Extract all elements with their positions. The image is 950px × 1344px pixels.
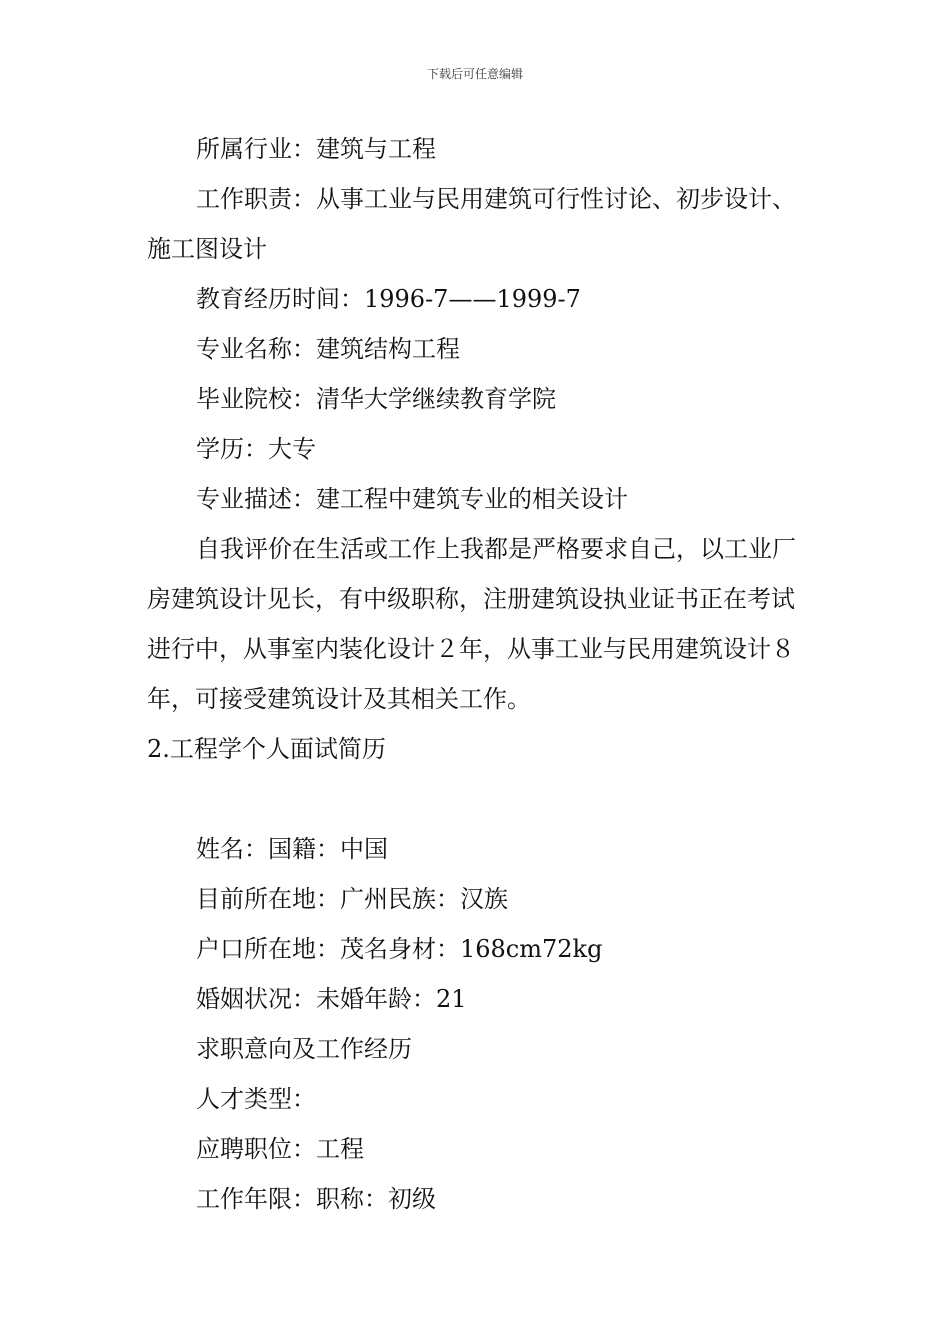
resume-item-talent-type: 人才类型：	[196, 1085, 316, 1113]
section-heading: 2.工程学个人面试简历	[147, 735, 386, 763]
job-duties-paragraph: 工作职责：从事工业与民用建筑可行性讨论、初步设计、施工图设计	[147, 185, 796, 263]
industry-line: 所属行业：建筑与工程	[196, 135, 436, 163]
degree-line: 学历：大专	[196, 435, 316, 463]
resume-item-years: 工作年限：职称：初级	[196, 1185, 436, 1213]
resume-item-hukou: 户口所在地：茂名身材：168cm72kg	[196, 935, 603, 963]
resume-item-intent: 求职意向及工作经历	[196, 1035, 412, 1063]
education-period-line: 教育经历时间：1996-7——1999-7	[196, 285, 581, 313]
document-body	[147, 124, 807, 1224]
resume-item-name: 姓名：国籍：中国	[196, 835, 388, 863]
school-line: 毕业院校：清华大学继续教育学院	[196, 385, 556, 413]
resume-item-position: 应聘职位：工程	[196, 1135, 364, 1163]
major-description-line: 专业描述：建工程中建筑专业的相关设计	[196, 485, 628, 513]
resume-item-location: 目前所在地：广州民族：汉族	[196, 885, 508, 913]
blank-line	[147, 774, 807, 824]
major-line: 专业名称：建筑结构工程	[196, 335, 460, 363]
page-header: 下载后可任意编辑	[426, 67, 523, 81]
resume-item-marital: 婚姻状况：未婚年龄：21	[196, 985, 467, 1013]
self-evaluation-paragraph: 自我评价在生活或工作上我都是严格要求自己，以工业厂房建筑设计见长，有中级职称，注册建筑设执业证书正在考试进行中，从事室内装化设计２年，从事工业与民用建筑设计８年，可接受建筑设计及其相关工作。	[147, 535, 796, 713]
